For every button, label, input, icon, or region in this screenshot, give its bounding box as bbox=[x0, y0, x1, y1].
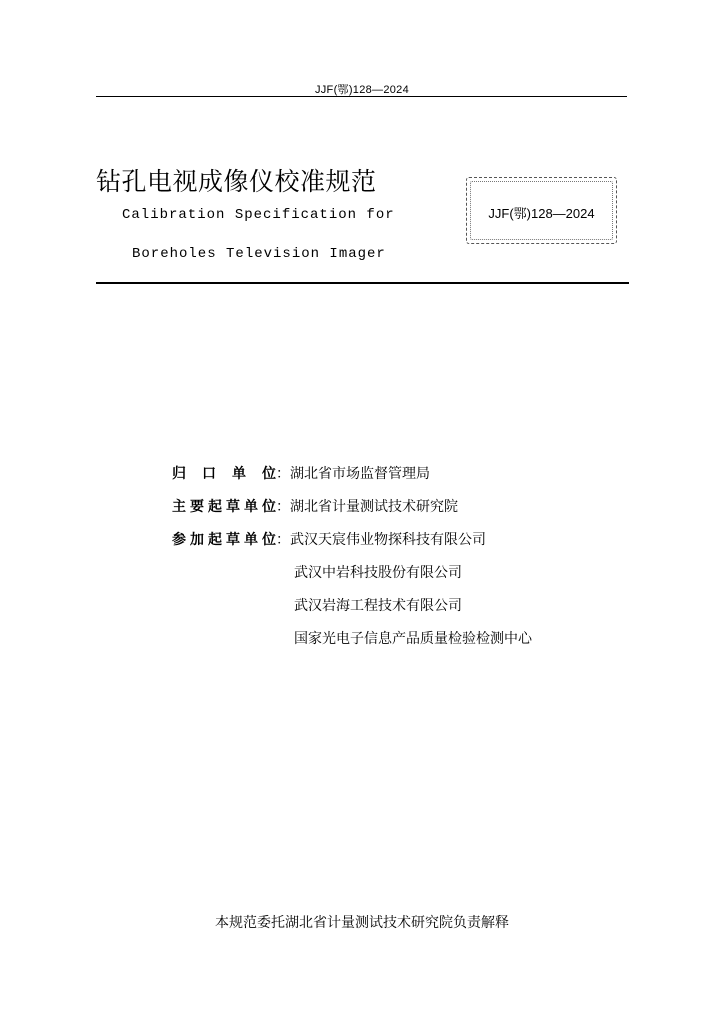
title-english-line1: Calibration Specification for bbox=[122, 207, 395, 223]
footer-note: 本规范委托湖北省计量测试技术研究院负责解释 bbox=[215, 915, 509, 931]
code-box-text: JJF(鄂)128—2024 bbox=[488, 206, 595, 221]
header-rule bbox=[96, 96, 627, 97]
header-code: JJF(鄂)128—2024 bbox=[314, 84, 410, 96]
units-block bbox=[172, 463, 612, 661]
participant-item: 武汉天宸伟业物探科技有限公司 bbox=[290, 532, 486, 548]
unit-colon: ： bbox=[276, 466, 290, 482]
participant-row bbox=[172, 562, 612, 595]
unit-row-participants bbox=[172, 529, 612, 562]
participant-item: 武汉中岩科技股份有限公司 bbox=[294, 565, 462, 581]
unit-row-responsible bbox=[172, 463, 612, 496]
title-chinese: 钻孔电视成像仪校准规范 bbox=[96, 167, 377, 196]
unit-colon: ： bbox=[276, 532, 290, 548]
participant-item: 国家光电子信息产品质量检验检测中心 bbox=[294, 631, 532, 647]
participant-item: 武汉岩海工程技术有限公司 bbox=[294, 598, 462, 614]
unit-value-main-drafter: 湖北省计量测试技术研究院 bbox=[290, 499, 458, 515]
title-rule bbox=[96, 282, 629, 284]
code-box bbox=[466, 177, 617, 244]
unit-row-main-drafter bbox=[172, 496, 612, 529]
unit-label-participants: 参加起草单位 bbox=[172, 532, 276, 548]
unit-label-responsible: 归 口 单 位 bbox=[172, 466, 276, 482]
participant-row bbox=[172, 595, 612, 628]
participant-row bbox=[172, 628, 612, 661]
unit-value-responsible: 湖北省市场监督管理局 bbox=[290, 466, 430, 482]
unit-colon: ： bbox=[276, 499, 290, 515]
title-english-line2: Boreholes Television Imager bbox=[132, 246, 386, 262]
unit-label-main-drafter: 主要起草单位 bbox=[172, 499, 276, 515]
